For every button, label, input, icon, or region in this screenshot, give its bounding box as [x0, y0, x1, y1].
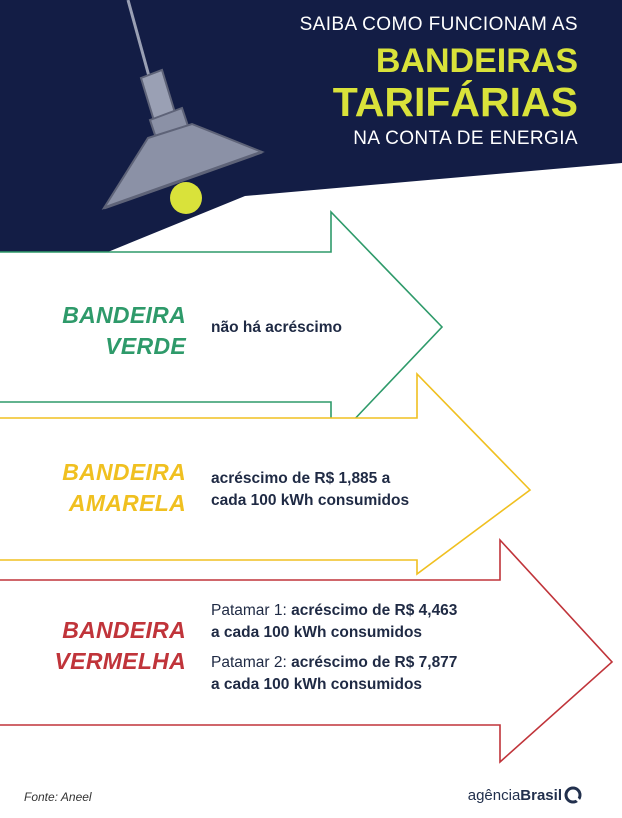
header-subtitle: SAIBA COMO FUNCIONAM AS	[299, 14, 578, 35]
flag-red-patamar2	[211, 652, 457, 696]
patamar1-line2: a cada 100 kWh consumidos	[211, 624, 423, 641]
logo-bold-text: Brasil	[520, 786, 562, 804]
flag-yellow-line2: AMARELA	[68, 490, 186, 516]
flag-red-patamar1	[211, 600, 457, 644]
flag-green-description	[211, 317, 342, 339]
source-note: Fonte: Aneel	[24, 790, 92, 804]
flag-yellow-line1: BANDEIRA	[62, 459, 186, 485]
flag-red-line2: VERMELHA	[54, 648, 186, 674]
agencia-brasil-logo	[468, 786, 582, 804]
patamar2-text: acréscimo de R$ 7,877	[291, 654, 458, 671]
flag-red-name	[55, 615, 186, 677]
patamar2-label: Patamar 2:	[211, 654, 287, 671]
flag-green-line1: BANDEIRA	[62, 302, 186, 328]
patamar1-text: acréscimo de R$ 4,463	[291, 602, 458, 619]
bulb	[170, 182, 202, 214]
header-caption: NA CONTA DE ENERGIA	[353, 128, 578, 149]
flag-yellow-desc-line1: acréscimo de R$ 1,885 a	[211, 470, 391, 487]
flag-green-line2: VERDE	[105, 333, 186, 359]
flag-yellow-description	[211, 468, 409, 512]
flag-red-line1: BANDEIRA	[62, 617, 186, 643]
flag-green-desc-line1: não há acréscimo	[211, 319, 342, 336]
logo-icon	[564, 786, 582, 804]
header-title-line2: TARIFÁRIAS	[332, 79, 578, 125]
patamar2-line2: a cada 100 kWh consumidos	[211, 676, 423, 693]
patamar1-label: Patamar 1:	[211, 602, 287, 619]
flag-yellow-name	[62, 457, 186, 519]
header-title-line1: BANDEIRAS	[375, 42, 578, 80]
logo-light-text: agência	[467, 786, 521, 804]
flag-yellow-desc-line2: cada 100 kWh consumidos	[211, 492, 410, 509]
flag-green-name	[62, 300, 186, 362]
